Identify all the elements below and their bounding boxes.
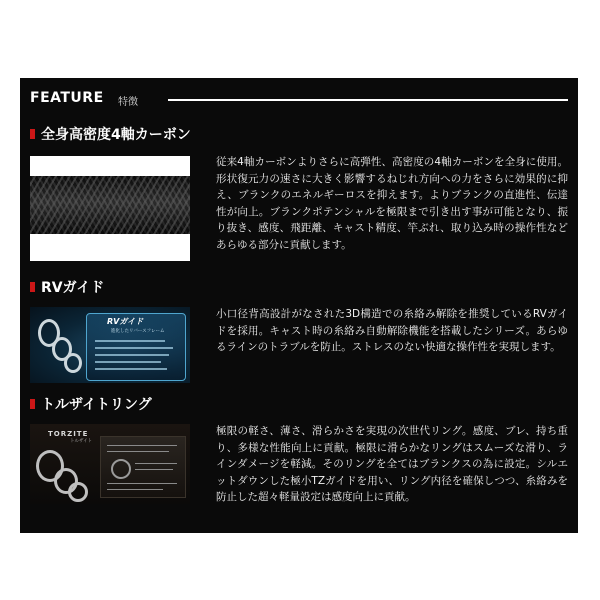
- torzite-logo-subtext: トルザイト: [70, 439, 93, 444]
- section-torzite-description: 極限の軽さ、薄さ、滑らかさを実現の次世代リング。感度、ブレ、持ち重り、多様な性能向上に貢献。極限に滑らかなリングはスムーズな滑り、ラインダメージを軽減。そのリングを全てはブランクスの為に設定。シルエットダウンした極小TZガイドを用い、リング内径を確保しつつ、糸絡みを防止した超々軽量設定は感度向上に貢献。: [216, 425, 568, 503]
- rv-card-text-line: [95, 347, 173, 349]
- guide-ring-icon: [64, 353, 82, 373]
- carbon-blank-image: [30, 156, 190, 261]
- bullet-marker-icon: [30, 399, 35, 409]
- rv-guide-image: [30, 307, 190, 383]
- feature-panel: [20, 78, 578, 533]
- section-torzite-heading: トルザイトリング: [41, 397, 152, 413]
- rv-card-text-line: [95, 361, 161, 363]
- torzite-text-line: [135, 463, 177, 464]
- rv-info-card: [86, 313, 186, 381]
- section-rv-description: 小口径背高設計がなされた3D構造での糸絡み解除を推奨しているRVガイドを採用。キャスト時の糸絡み自動解除機能を搭載したシリーズ。あらゆるラインのトラブルを防止。ストレスのない快適な操作性を実現します。: [216, 308, 568, 353]
- header-divider: [168, 99, 568, 101]
- feature-title: FEATURE: [30, 90, 104, 106]
- rv-card-title: RVガイド: [107, 317, 144, 326]
- section-carbon-heading: 全身高密度4軸カーボン: [41, 127, 191, 143]
- torzite-text-line: [107, 451, 169, 452]
- torzite-text-line: [107, 445, 177, 446]
- torzite-ring-image: [30, 424, 190, 504]
- section-rv-title: [30, 277, 104, 297]
- torzite-ring-icon: [111, 459, 131, 479]
- rv-card-text-line: [95, 340, 165, 342]
- rv-card-text-line: [95, 354, 169, 356]
- feature-subtitle: 特徴: [118, 97, 138, 108]
- section-rv-heading: RVガイド: [41, 280, 105, 296]
- bullet-marker-icon: [30, 282, 35, 292]
- section-carbon-description: 従来4軸カーボンよりさらに高弾性、高密度の4軸カーボンを全身に使用。形状復元力の速さに大きく影響するねじれ方向への力をさらに効果的に抑え、ブランクのエネルギーロスを抑えます。よりブランクの直進性、伝達性が向上。ブランクポテンシャルを極限まで引き出す事が可能となり、振り抜き、感度、飛距離、キャスト精度、竿ぶれ、取り込み時の操作性などあらゆる部分に貢献します。: [216, 156, 568, 251]
- carbon-weave-texture: [30, 176, 190, 234]
- rv-card-subtitle: 進化したリバースフレーム: [111, 329, 165, 334]
- section-torzite-title: [30, 394, 152, 414]
- bullet-marker-icon: [30, 129, 35, 139]
- torzite-info-screen: [100, 436, 186, 498]
- section-carbon-title: [30, 124, 191, 144]
- feature-header: [30, 88, 568, 110]
- torzite-ring-icon: [68, 482, 88, 502]
- torzite-text-line: [135, 469, 173, 470]
- rv-card-text-line: [95, 368, 167, 370]
- torzite-logo-text: TORZITE: [48, 430, 89, 438]
- torzite-text-line: [107, 483, 177, 484]
- torzite-text-line: [107, 489, 163, 490]
